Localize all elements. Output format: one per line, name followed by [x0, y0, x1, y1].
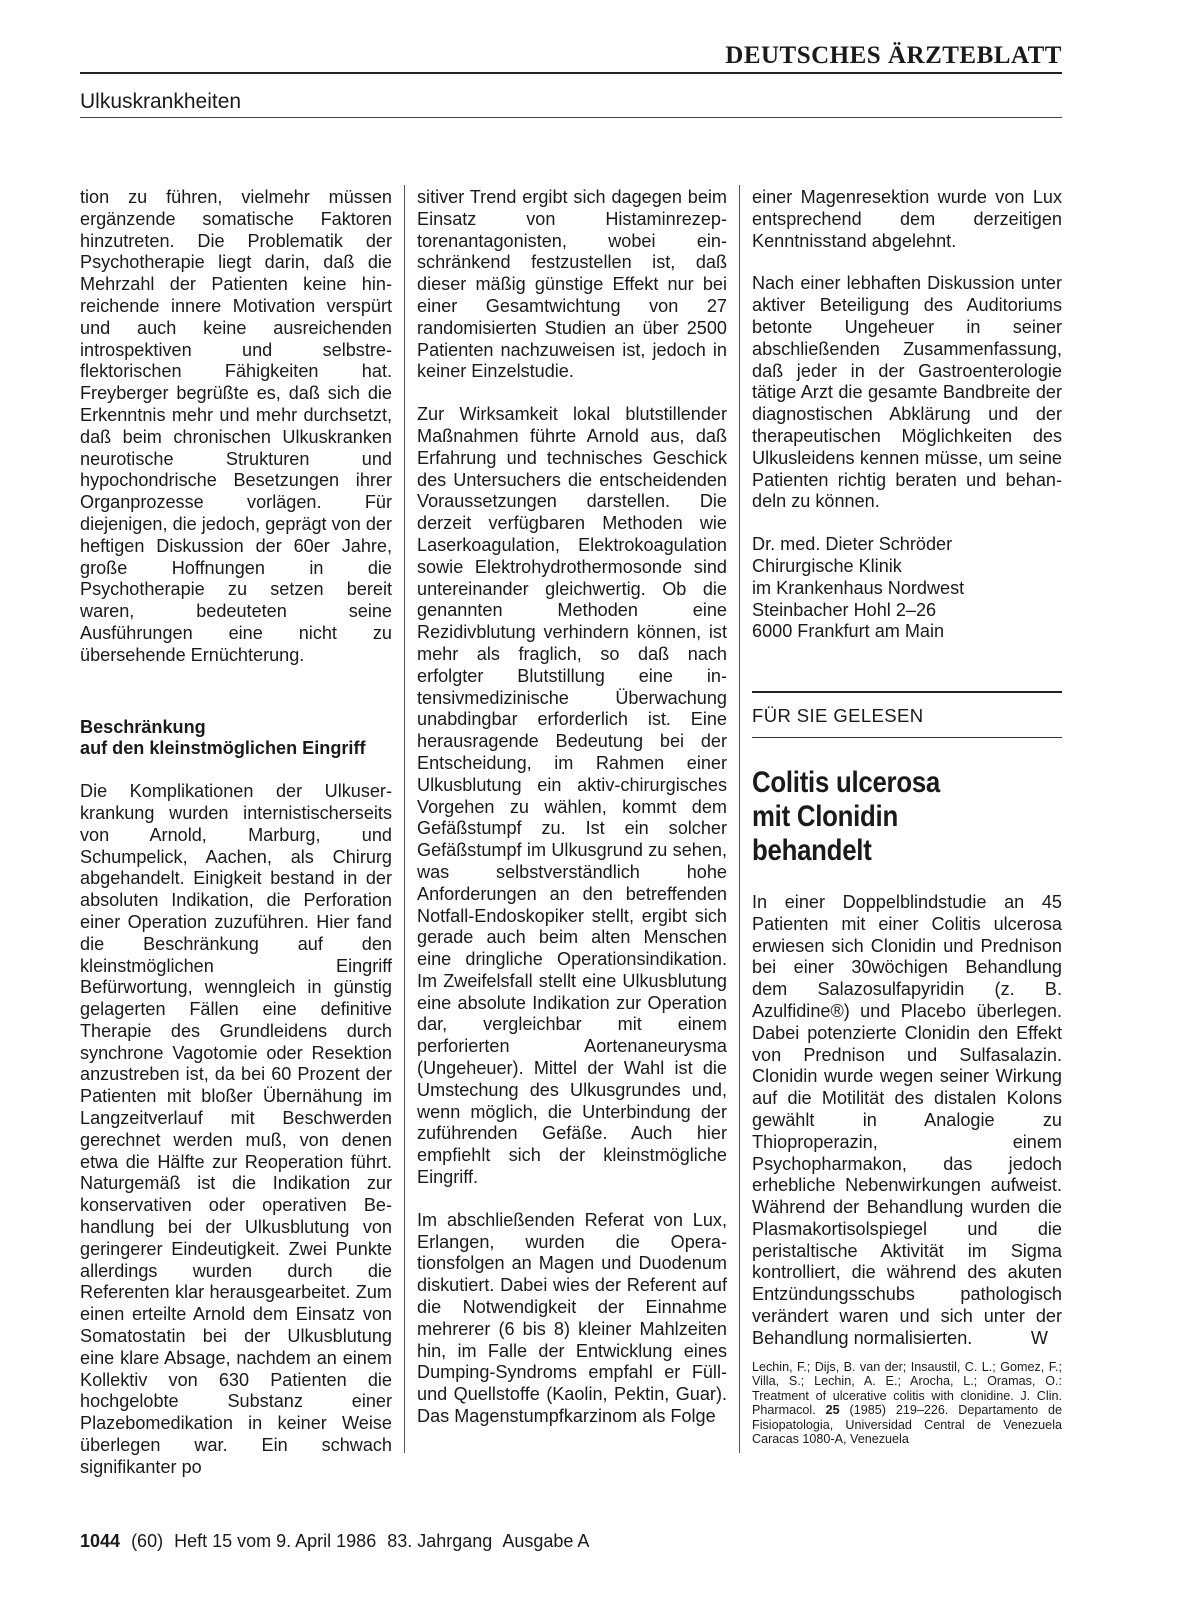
page-number: 1044 [80, 1531, 121, 1551]
column-1 [80, 187, 392, 1479]
col3-paragraph-3 [752, 892, 1062, 1350]
article-headline [752, 766, 1019, 868]
section-rule [80, 117, 1062, 118]
col3-paragraph-2: Nach einer lebhaften Diskussion unter aktiver Beteiligung des Auditoriums betonte Ungeheuer in seiner abschließenden Zusammenfassung, daß jeder in der Gastroenterologie tätige Arzt die gesamte Bandbreite der diagnostischen Abklärung und der therapeutischen Möglichkeiten des Ulkusleidens kennen müsse, um seine Patienten richtig beraten und behandeln zu können. [752, 273, 1062, 512]
column-2 [417, 187, 727, 1428]
col1-subheading [80, 717, 392, 761]
column-divider-right [739, 185, 740, 1453]
col3-paragraph-1: einer Magenresektion wurde von Lux entsprechend dem derzeitigen Kenntnisstand abgelehnt. [752, 187, 1062, 251]
volume-year: 83. Jahrgang [387, 1531, 493, 1551]
edition: Ausgabe A [502, 1531, 590, 1551]
column-3 [752, 187, 1062, 1447]
address-line: Dr. med. Dieter Schröder [752, 534, 953, 555]
col2-paragraph-1: sitiver Trend ergibt sich dagegen beim Einsatz von Histaminrezeptorenantagonisten, wobei einschränkend festzustellen ist, daß dieser mäßig günstige Effekt nur bei einer Gesamtwichtung von 27 randomisierten Studien an über 2500 Patienten nachzuweisen ist, jedoch in keiner Einzelstudie. [417, 187, 727, 382]
col2-paragraph-2: Zur Wirksamkeit lokal blutstillender Maßnahmen führte Arnold aus, daß Erfahrung und technisches Geschick des Untersuchers die entscheidenden Voraussetzungen darstellen. Die derzeit verfügbaren Methoden wie Laserkoagulation, Elektrokoagulation sowie Elektrohydrothermosonde sind untereinander gleichwertig. Ob die genannten Methoden eine Rezidivblutung verhindern können, ist mehr als fraglich, so daß nach erfolgter Blutstillung eine intensivmedizinische Überwachung unabdingbar erforderlich ist. Eine herausragende Bedeutung bei der Entscheidung, im Rahmen einer Ulkusblutung ein aktiv-chirurgisches Vorgehen zu wählen, kommt dem Gefäßstumpf zu. Ist ein solcher Gefäßstumpf im Ulkusgrund zu sehen, was selbstverständlich hohe Anforderungen an den betreffenden Notfall-Endoskopiker stellt, ergibt sich gerade auch beim alten Menschen eine dringliche Operationsindikation. Im Zweifelsfall stellt eine Ulkusblutung eine absolute Indikation zur Operation dar, vergleichbar mit einem perforierten Aortenaneurysma (Ungeheuer). Mittel der Wahl ist die Umstechung des Ulkusgrundes und, wenn möglich, die Unterbindung der zuführenden Gefäße. Auch hier empfiehlt sich der kleinstmögliche Eingriff. [417, 404, 727, 1188]
address-line: im Krankenhaus Nordwest [752, 577, 965, 598]
col1-paragraph-1: tion zu führen, vielmehr müssen ergänzende somatische Faktoren hinzutreten. Die Problematik der Psychotherapie liegt darin, daß die Mehrzahl der Patienten keine hinreichende innere Motivation verspürt und auch keine ausreichenden introspektiven und selbstreflektorischen Fähigkeiten hat. Freyberger begrüßte es, daß sich die Erkenntnis mehr und mehr durchsetzt, daß beim chronischen Ulkuskranken neurotische Strukturen und hypochondrische Besetzungen ihrer Organprozesse vorlägen. Für diejenigen, die jedoch, geprägt von der heftigen Diskussion der 60er Jahre, große Hoffnungen in die Psychotherapie zu setzen bereit waren, bedeuteten seine Ausführungen eine nicht zu übersehende Ernüchterung. [80, 187, 392, 665]
reference [752, 1360, 1062, 1447]
reference-text-b: (1985) 219–226. Departamento de Fisiopatologia, Universidad Central de Venezuela Caracas 1080-A, Venezuela [752, 1403, 1062, 1447]
box-label: FÜR SIE GELESEN [752, 705, 924, 727]
col1-paragraph-2: Die Komplikationen der Ulkuserkrankung wurden internistischerseits von Arnold, Marburg, und Schumpelick, Aachen, als Chirurg abgehandelt. Einigkeit bestand in der absoluten Indikation, die Perforation einer Operation zuzuführen. Hier fand die Beschränkung auf den kleinstmöglichen Eingriff Befürwortung, wenngleich in günstig gelagerten Fällen eine definitive Therapie des Grundleidens durch synchrone Vagotomie oder Resektion anzustreben ist, da bei 60 Prozent der Patienten mit bloßer Übernähung im Langzeitverlauf mit Beschwerden gerechnet werden muß, von denen etwa die Hälfte zur Reoperation führt. Naturgemäß ist die Indikation zur konservativen oder operativen Behandlung bei der Ulkusblutung von geringerer Eindeutigkeit. Zwei Punkte allerdings wurden durch die Referenten klar herausgearbeitet. Zum einen erteilte Arnold dem Einsatz von Somatostatin bei der Ulkusblutung eine klare Absage, nachdem an einem Kollektiv von 630 Patienten die hochgelobte Substanz einer Plazebomedikation in keiner Weise überlegen war. Ein schwach signifikanter po [80, 781, 392, 1477]
col2-paragraph-3: Im abschließenden Referat von Lux, Erlangen, wurden die Operationsfolgen an Magen und Duodenum diskutiert. Dabei wies der Referent auf die Notwendigkeit der Einnahme mehrerer (6 bis 8) kleiner Mahlzeiten hin, im Falle der Entwicklung eines Dumping-Syndroms empfahl er Füll- und Quellstoffe (Kaolin, Pektin, Guar). Das Magenstumpfkarzinom als Folge [417, 1209, 727, 1427]
col1-subheading-line-1: Beschränkung [80, 716, 206, 737]
address-line: Steinbacher Hohl 2–26 [752, 599, 937, 620]
author-address [752, 534, 1062, 643]
col3-paragraph-3-text: In einer Doppelblindstudie an 45 Patienten mit einer Colitis ulcerosa erwiesen sich Clonidin und Prednison bei einer 30wöchigen Behandlung dem Salazosulfapyridin (z. B. Azulfidine®) und Placebo überlegen. Dabei potenzierte Clonidin den Effekt von Prednison und Sulfasalazin. Clonidin wurde wegen seiner Wirkung auf die Motilität des distalen Kolons gewählt in Analogie zu Thioproperazin, einem Psychopharmakon, das jedoch erhebliche Nebenwirkungen aufweist. Während der Behandlung wurden die Plasmakortisolspiegel und die peristaltische Aktivität im Sigma kontrolliert, die während des akuten Entzündungsschubs pathologisch verändert waren und sich unter der Behandlung normalisierten. [752, 891, 1062, 1348]
headline-line-1: Colitis ulcerosa [752, 765, 941, 799]
box-rule-bottom [752, 737, 1062, 738]
headline-line-2: mit Clonidin behandelt [752, 799, 898, 867]
address-line: 6000 Frankfurt am Main [752, 621, 945, 642]
issue-date: Heft 15 vom 9. April 1986 [174, 1531, 377, 1551]
masthead: DEUTSCHES ÄRZTEBLATT [725, 42, 1062, 69]
col1-subheading-line-2: auf den kleinstmöglichen Eingriff [80, 738, 366, 759]
section-title: Ulkuskrankheiten [80, 90, 242, 113]
reference-text-a: Lechin, F.; Dijs, B. van der; Insaustil, C. L.; Gomez, F.; Villa, S.; Lechin, A. E.; Arocha, L.; Oramas, O.: Treatment of ulcerative colitis with clonidine. J. Clin. Pharmacol. [752, 1359, 1062, 1418]
page-footer [80, 1531, 595, 1552]
masthead-rule [80, 72, 1062, 74]
author-signature: W [1030, 1327, 1048, 1348]
issue-number: (60) [131, 1531, 164, 1551]
address-line: Chirurgische Klinik [752, 555, 902, 576]
column-divider-left [404, 185, 405, 1453]
reference-volume: 25 [825, 1403, 840, 1418]
box-rule-top [752, 691, 1062, 693]
